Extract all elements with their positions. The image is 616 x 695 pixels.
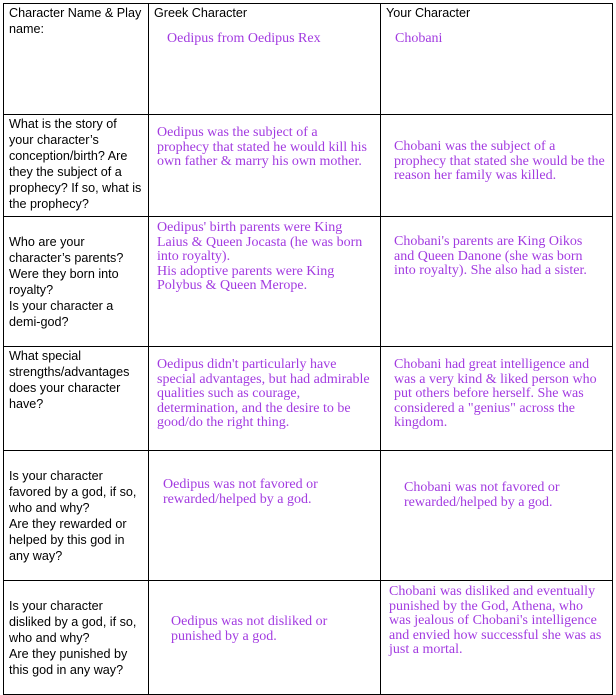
header-name-label: Character Name & Play name: xyxy=(9,6,142,36)
question-cell-disliked xyxy=(4,581,149,695)
greek-name-answer: Oedipus from Oedipus Rex xyxy=(167,31,321,46)
your-answer-cell-birth xyxy=(381,115,613,217)
greek-answer-cell-favored xyxy=(149,451,381,581)
your-answer-strengths: Chobani had great intelligence and was a very kind & liked person who put others before herself. She was considered a "genius" across the kingdom. xyxy=(394,357,597,431)
header-cell-name xyxy=(4,4,149,115)
greek-answer-parents: Oedipus' birth parents were King Laius & Queen Jocasta (he was born into royalty). His adoptive parents were King Polybus & Queen Merope. xyxy=(157,220,363,294)
greek-answer-favored: Oedipus was not favored or rewarded/helped by a god. xyxy=(163,477,318,507)
question-disliked: Is your character disliked by a god, if so, who and why? Are they punished by this god in any way? xyxy=(9,599,137,677)
question-cell-parents xyxy=(4,217,149,347)
question-parents: Who are your character’s parents? Were they born into royalty? Is your character a demi-god? xyxy=(9,235,124,329)
header-cell-greek xyxy=(149,4,381,115)
your-name-answer: Chobani xyxy=(395,31,443,46)
greek-answer-cell-strengths xyxy=(149,347,381,451)
your-answer-birth: Chobani was the subject of a prophecy that stated she would be the reason her family was killed. xyxy=(394,139,605,184)
table-row xyxy=(4,217,613,347)
table-row xyxy=(4,451,613,581)
your-answer-parents: Chobani's parents are King Oikos and Queen Danone (she was born into royalty). She also had a sister. xyxy=(394,234,587,279)
table-row xyxy=(4,4,613,115)
your-answer-favored: Chobani was not favored or rewarded/helped by a god. xyxy=(404,480,560,510)
header-greek-label: Greek Character xyxy=(154,6,248,20)
character-comparison-table xyxy=(3,3,613,695)
greek-answer-cell-parents xyxy=(149,217,381,347)
your-answer-cell-strengths xyxy=(381,347,613,451)
your-answer-cell-favored xyxy=(381,451,613,581)
your-answer-cell-parents xyxy=(381,217,613,347)
question-favored: Is your character favored by a god, if so, who and why? Are they rewarded or helped by this god in any way? xyxy=(9,469,137,563)
greek-answer-strengths: Oedipus didn't particularly have special advantages, but had admirable qualities such as courage, determination, and the desire to be good/do the right thing. xyxy=(157,357,370,431)
greek-answer-disliked: Oedipus was not disliked or punished by a god. xyxy=(171,614,328,644)
table-row xyxy=(4,347,613,451)
question-cell-strengths xyxy=(4,347,149,451)
table-row xyxy=(4,581,613,695)
your-answer-cell-disliked xyxy=(381,581,613,695)
your-answer-disliked: Chobani was disliked and eventually punished by the God, Athena, who was jealous of Chobani's intelligence and envied how successful she was as just a mortal. xyxy=(389,584,602,658)
header-cell-yours xyxy=(381,4,613,115)
question-cell-favored xyxy=(4,451,149,581)
question-birth: What is the story of your character’s conception/birth? Are they the subject of a prophecy? If so, what is the prophecy? xyxy=(9,117,142,211)
question-cell-birth xyxy=(4,115,149,217)
greek-answer-birth: Oedipus was the subject of a prophecy that stated he would kill his own father & marry his own mother. xyxy=(157,125,367,170)
header-yours-label: Your Character xyxy=(386,6,471,20)
question-strengths: What special strengths/advantages does your character have? xyxy=(9,349,130,411)
table-row xyxy=(4,115,613,217)
greek-answer-cell-disliked xyxy=(149,581,381,695)
greek-answer-cell-birth xyxy=(149,115,381,217)
